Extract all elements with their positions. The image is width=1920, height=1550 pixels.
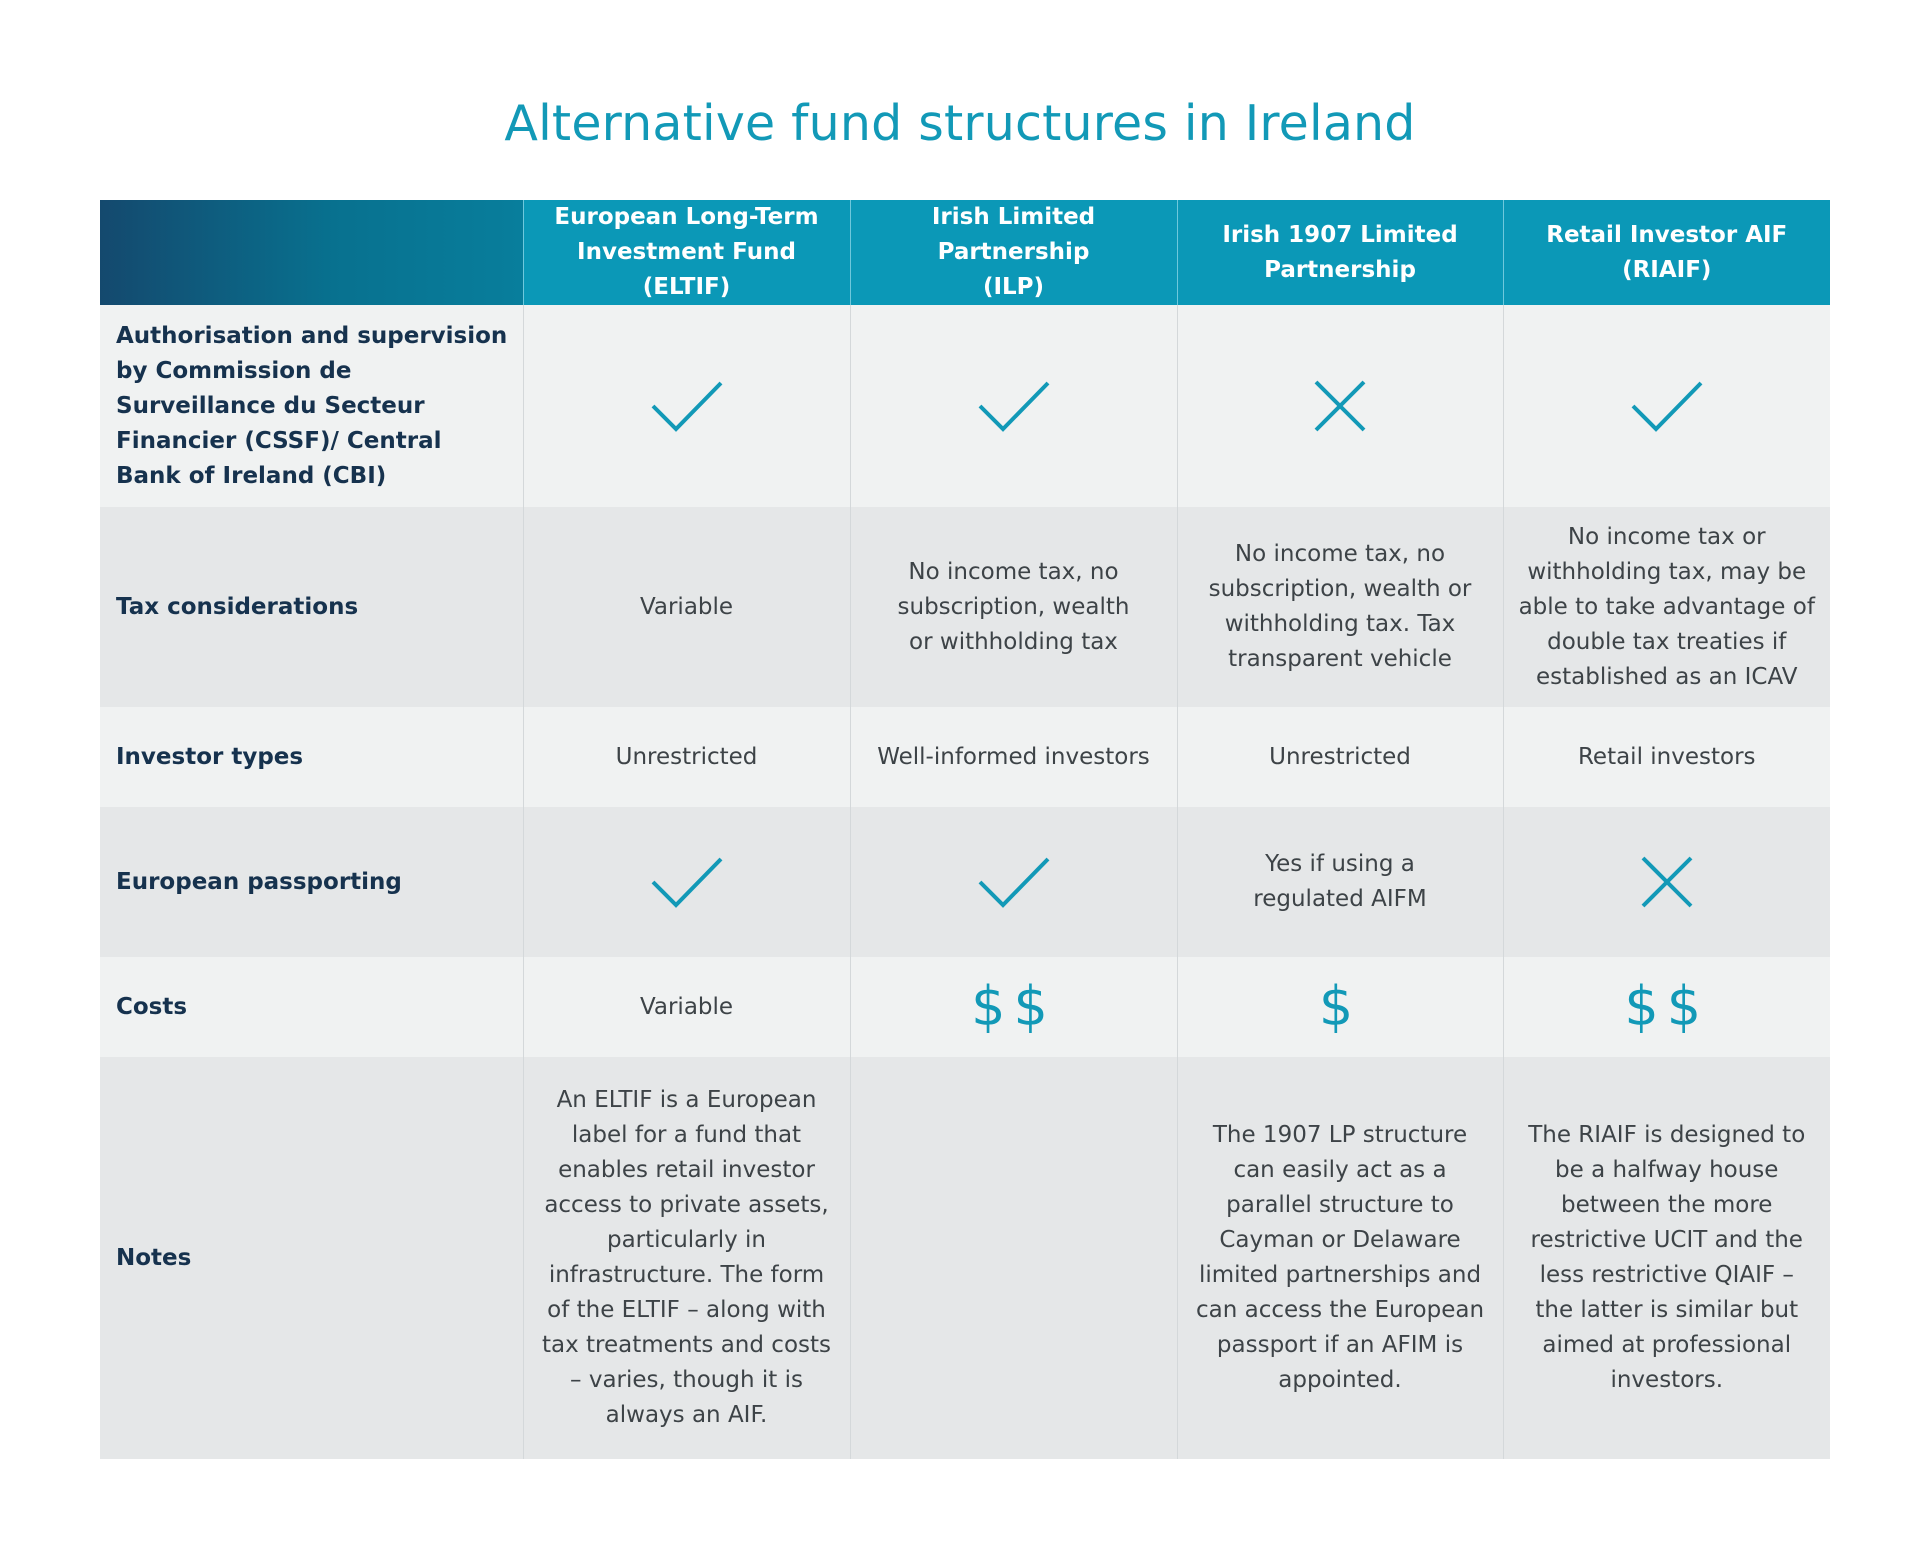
cost-dollar-icon: $$ (971, 975, 1056, 1038)
cell-investor-types-1907-lp: Unrestricted (1177, 707, 1503, 807)
cross-icon (1314, 380, 1366, 432)
cell-investor-types-riaif: Retail investors (1503, 707, 1830, 807)
table-row-tax (100, 507, 1830, 707)
cell-authorisation-1907-lp (1177, 305, 1503, 507)
header-row (100, 200, 1830, 305)
cell-notes-riaif: The RIAIF is designed to be a halfway house between the more restrictive UCIT and the less restrictive QIAIF – the latter is similar but aimed at professional investors. (1503, 1057, 1830, 1459)
check-icon (977, 379, 1051, 433)
column-header-riaif: Retail Investor AIF (RIAIF) (1503, 200, 1830, 305)
cell-tax-riaif: No income tax or withholding tax, may be able to take advantage of double tax treaties if established as an ICAV (1503, 507, 1830, 707)
column-header-1907-lp: Irish 1907 Limited Partnership (1177, 200, 1503, 305)
page-title: Alternative fund structures in Ireland (504, 95, 1416, 152)
cell-investor-types-eltif: Unrestricted (523, 707, 850, 807)
cell-authorisation-riaif (1503, 305, 1830, 507)
table-row-authorisation (100, 305, 1830, 507)
cell-authorisation-ilp (850, 305, 1177, 507)
cell-passporting-riaif (1503, 807, 1830, 957)
cross-icon (1641, 856, 1693, 908)
table-row-investor-types (100, 707, 1830, 807)
cell-passporting-1907-lp: Yes if using a regulated AIFM (1177, 807, 1503, 957)
cost-dollar-icon: $ (1318, 975, 1362, 1038)
cell-investor-types-ilp: Well-informed investors (850, 707, 1177, 807)
cell-passporting-eltif (523, 807, 850, 957)
table-row-notes (100, 1057, 1830, 1459)
check-icon (650, 855, 724, 909)
cell-authorisation-eltif (523, 305, 850, 507)
row-label-notes: Notes (100, 1057, 523, 1459)
cost-dollar-icon: $$ (1624, 975, 1710, 1038)
check-icon (1630, 379, 1704, 433)
row-label-investor-types: Investor types (100, 707, 523, 807)
table-row-costs (100, 957, 1830, 1057)
table-row-passporting (100, 807, 1830, 957)
comparison-table (100, 200, 1830, 1459)
cell-passporting-ilp (850, 807, 1177, 957)
check-icon (977, 855, 1051, 909)
cell-notes-ilp (850, 1057, 1177, 1459)
cell-notes-eltif: An ELTIF is a European label for a fund that enables retail investor access to private assets, particularly in infrastructure. The form of the ELTIF – along with tax treatments and costs – varies, though it is always an AIF. (523, 1057, 850, 1459)
cell-costs-1907-lp (1177, 957, 1503, 1057)
column-header-ilp: Irish Limited Partnership (ILP) (850, 200, 1177, 305)
cell-tax-1907-lp: No income tax, no subscription, wealth or withholding tax. Tax transparent vehicle (1177, 507, 1503, 707)
header-corner (100, 200, 523, 305)
check-icon (650, 379, 724, 433)
cell-tax-ilp: No income tax, no subscription, wealth or withholding tax (850, 507, 1177, 707)
row-label-costs: Costs (100, 957, 523, 1057)
row-label-passporting: European passporting (100, 807, 523, 957)
cell-costs-eltif: Variable (523, 957, 850, 1057)
cell-notes-1907-lp: The 1907 LP structure can easily act as a parallel structure to Cayman or Delaware limited partnerships and can access the European passport if an AFIM is appointed. (1177, 1057, 1503, 1459)
cell-tax-eltif: Variable (523, 507, 850, 707)
column-header-eltif: European Long-Term Investment Fund (ELTIF) (523, 200, 850, 305)
cell-costs-riaif (1503, 957, 1830, 1057)
row-label-authorisation: Authorisation and supervision by Commission de Surveillance du Secteur Financier (CSSF)/ Central Bank of Ireland (CBI) (100, 305, 523, 507)
row-label-tax: Tax considerations (100, 507, 523, 707)
cell-costs-ilp (850, 957, 1177, 1057)
